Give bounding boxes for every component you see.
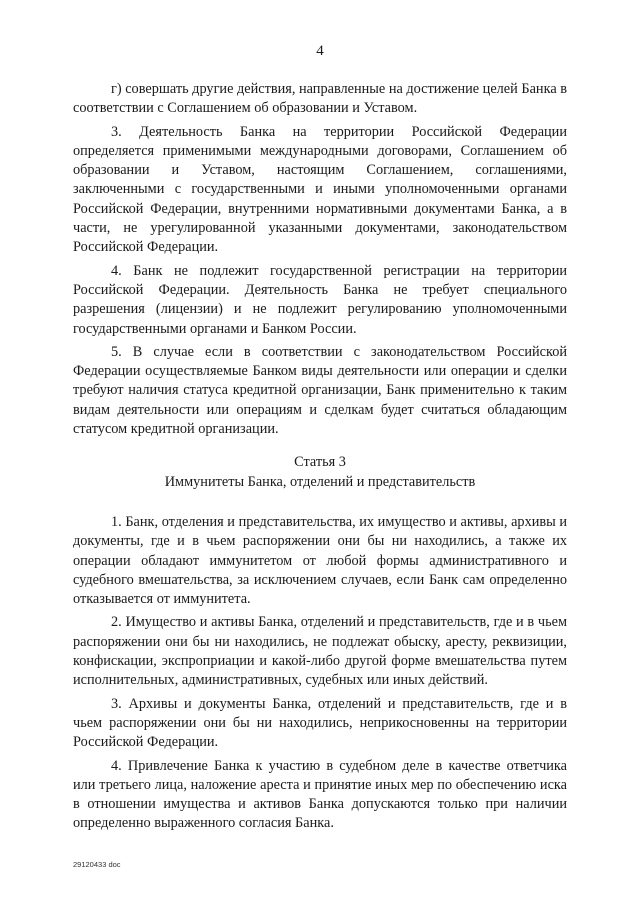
article-paragraph-1: 1. Банк, отделения и представительства, их имущество и активы, архивы и документы, где и в чьем распоряжении они бы ни находились, а также их операции обладают иммунитетом от любой формы административного и судебного вмешательства, за исключением случаев, если Банк сам определенно отказывается от иммунитета. xyxy=(73,513,567,608)
article-paragraph-3: 3. Архивы и документы Банка, отделений и представительств, где и в чьем распоряжении они бы ни находились, неприкосновенны на территории Российской Федерации. xyxy=(73,695,567,751)
paragraph-5: 5. В случае если в соответствии с законодательством Российской Федерации осуществляемые Банком виды деятельности или операции и сделки требуют наличия статуса кредитной организации, Банк применительно к таким видам деятельности или операциям и сделкам будет считаться обладающим статусом кредитной организации. xyxy=(73,343,567,438)
article-title: Иммунитеты Банка, отделений и представительств xyxy=(164,473,476,490)
article-paragraph-2: 2. Имущество и активы Банка, отделений и представительств, где и в чьем распоряжении они бы ни находились, не подлежат обыску, аресту, реквизиции, конфискации, экспроприации и какой-либо другой форме вмешательства путем исполнительных, административных, судебных или иных действий. xyxy=(73,614,567,689)
article-paragraph-4: 4. Привлечение Банка к участию в судебном деле в качестве ответчика или третьего лица, наложение ареста и принятие иных мер по обеспечению иска в отношении имущества и активов Банка допускаются только при наличии определенно выраженного согласия Банка. xyxy=(73,757,567,832)
document-footer-id: 29120433 doc xyxy=(73,860,121,869)
article-number: Статья 3 xyxy=(294,454,346,471)
document-body xyxy=(73,80,567,834)
page-number: 4 xyxy=(316,43,324,59)
paragraph-4: 4. Банк не подлежит государственной регистрации на территории Российской Федерации. Деятельность Банка не требует специального разрешения (лицензии) и не подлежит регулированию уполномоченными государственными органами и Банком России. xyxy=(73,262,567,337)
paragraph-3: 3. Деятельность Банка на территории Российской Федерации определяется применимыми международными договорами, Соглашением об образовании и Уставом, настоящим Соглашением, соглашениями, заключенными с государственными и иными уполномоченными органами Российской Федерации, внутренними нормативными документами Банка, а в части, не урегулированной указанными документами, законодательством Российской Федерации. xyxy=(73,123,567,256)
paragraph-g: г) совершать другие действия, направленные на достижение целей Банка в соответствии с Соглашением об образовании и Уставом. xyxy=(73,81,567,117)
article-heading xyxy=(73,453,567,492)
